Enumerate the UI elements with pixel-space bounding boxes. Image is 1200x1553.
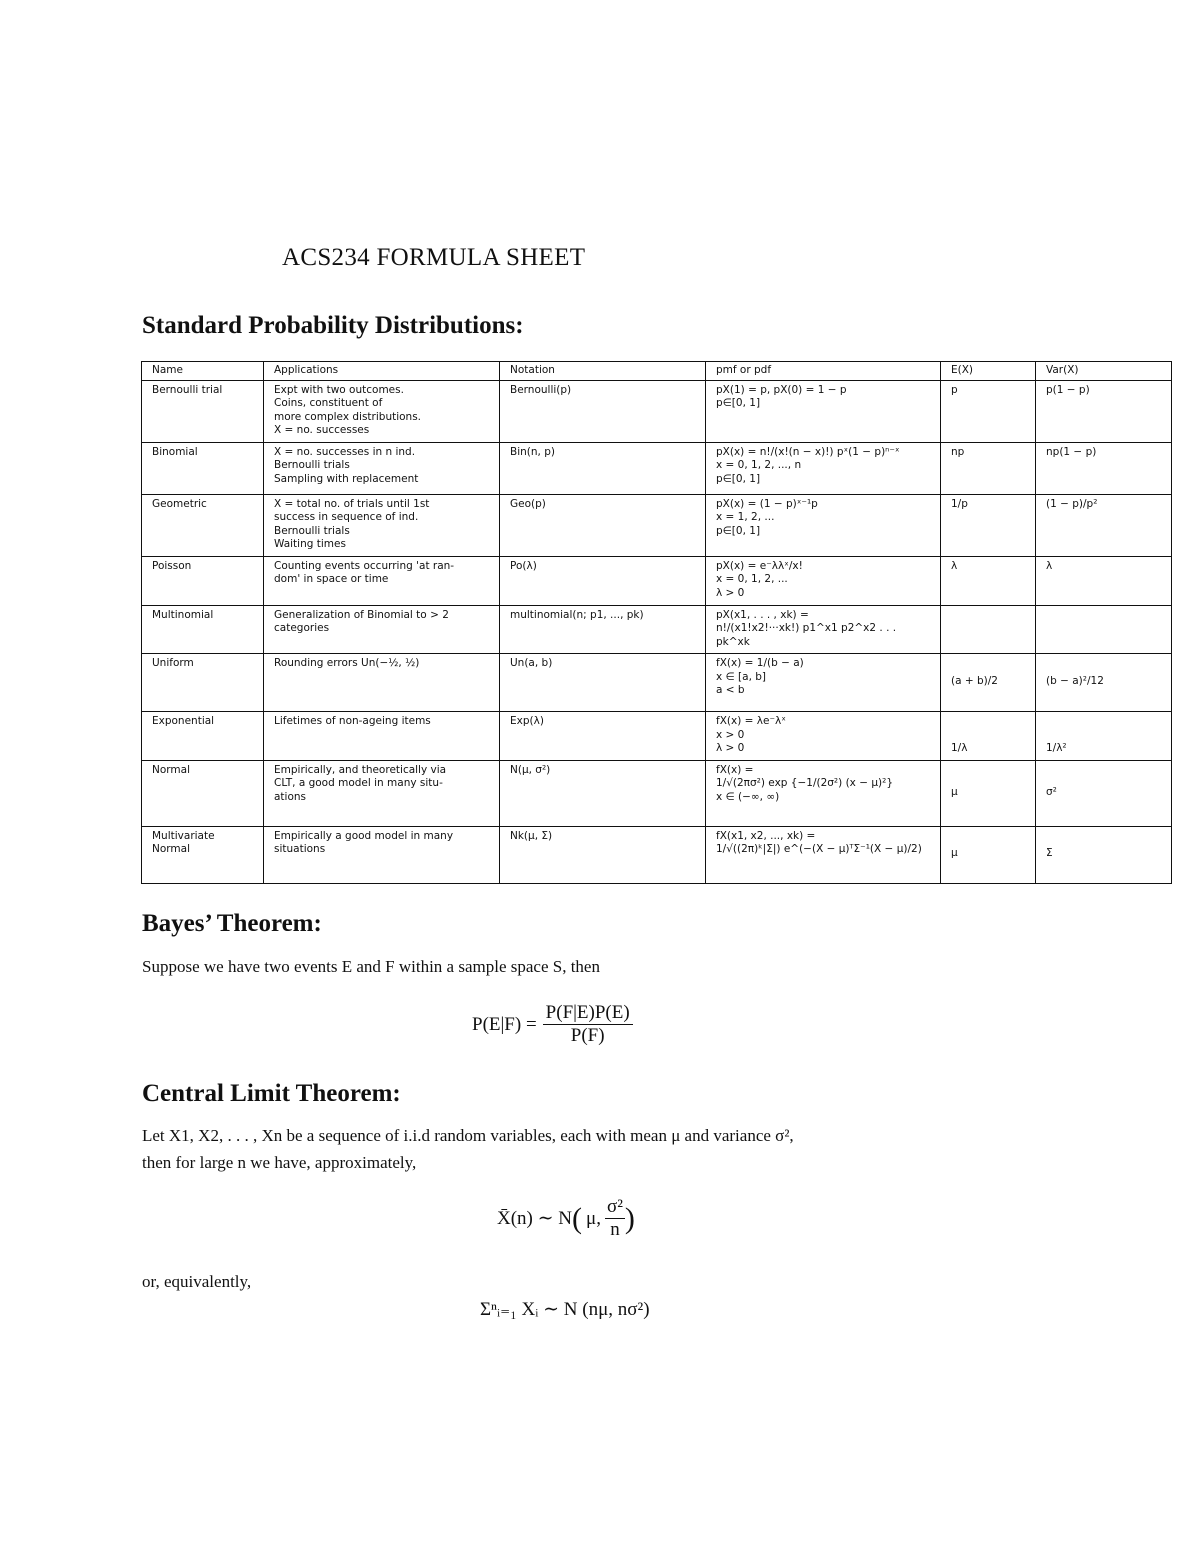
cell-variance: 1/λ² <box>1036 712 1172 761</box>
cell-name: Multinomial <box>142 605 264 654</box>
cell-name: Bernoulli trial <box>142 380 264 442</box>
page-title: ACS234 FORMULA SHEET <box>282 244 586 271</box>
cell-notation: Nk(μ, Σ) <box>500 826 706 883</box>
cell-pdf: fX(x) = λe⁻λˣ x > 0 λ > 0 <box>706 712 941 761</box>
cell-variance: λ <box>1036 556 1172 605</box>
cell-pdf: fX(x) = 1/(b − a) x ∈ [a, b] a < b <box>706 654 941 712</box>
left-paren: ( <box>572 1201 583 1235</box>
cell-expectation: 1/p <box>941 494 1036 556</box>
cell-pdf: pX(x) = e⁻λλˣ/x! x = 0, 1, 2, ... λ > 0 <box>706 556 941 605</box>
cell-expectation: λ <box>941 556 1036 605</box>
cell-expectation: (a + b)/2 <box>941 654 1036 712</box>
cell-notation: Un(a, b) <box>500 654 706 712</box>
clt-eq1-lhs: X̄(n) ∼ N <box>497 1208 573 1229</box>
cell-notation: Geo(p) <box>500 494 706 556</box>
cell-name: Exponential <box>142 712 264 761</box>
clt-equation-2: Σⁿᵢ₌₁ Xᵢ ∼ N (nμ, nσ²) <box>480 1299 650 1320</box>
cell-name: Uniform <box>142 654 264 712</box>
cell-applications: Expt with two outcomes. Coins, constituent of more complex distributions. X = no. successes <box>264 380 500 442</box>
clt-eq1-mu: μ, <box>586 1207 601 1229</box>
bayes-equation <box>472 1002 633 1047</box>
cell-notation: multinomial(n; p1, ..., pk) <box>500 605 706 654</box>
cell-name: Binomial <box>142 442 264 494</box>
cell-pdf: pX(x) = n!/(x!(n − x)!) pˣ(1 − p)ⁿ⁻ˣ x = 0, 1, 2, ..., n p∈[0, 1] <box>706 442 941 494</box>
cell-applications: Empirically, and theoretically via CLT, a good model in many situ- ations <box>264 760 500 826</box>
cell-notation: Bin(n, p) <box>500 442 706 494</box>
cell-applications: X = no. successes in n ind. Bernoulli trials Sampling with replacement <box>264 442 500 494</box>
cell-expectation: p <box>941 380 1036 442</box>
cell-applications: Counting events occurring 'at ran- dom' in space or time <box>264 556 500 605</box>
table-row <box>142 605 1172 654</box>
cell-name: Geometric <box>142 494 264 556</box>
cell-applications: X = total no. of trials until 1st success in sequence of ind. Bernoulli trials Waiting times <box>264 494 500 556</box>
table-row <box>142 826 1172 883</box>
cell-name: Multivariate Normal <box>142 826 264 883</box>
right-paren: ) <box>624 1201 635 1235</box>
table-row <box>142 760 1172 826</box>
bayes-numerator: P(F|E)P(E) <box>543 1002 633 1025</box>
distributions-heading: Standard Probability Distributions: <box>142 312 524 339</box>
column-header-applications: Applications <box>264 362 500 381</box>
cell-expectation: μ <box>941 760 1036 826</box>
column-header-notation: Notation <box>500 362 706 381</box>
cell-expectation: np <box>941 442 1036 494</box>
cell-notation: Po(λ) <box>500 556 706 605</box>
cell-name: Normal <box>142 760 264 826</box>
cell-notation: N(μ, σ²) <box>500 760 706 826</box>
clt-eq1-fraction <box>605 1196 625 1241</box>
cell-variance: (b − a)²/12 <box>1036 654 1172 712</box>
cell-variance: p(1 − p) <box>1036 380 1172 442</box>
clt-eq1-denominator: n <box>610 1219 620 1240</box>
cell-applications: Rounding errors Un(−½, ½) <box>264 654 500 712</box>
clt-line-2: then for large n we have, approximately, <box>142 1153 417 1172</box>
table-row <box>142 380 1172 442</box>
table-header-row <box>142 362 1172 381</box>
bayes-heading: Bayes’ Theorem: <box>142 910 322 937</box>
cell-variance: σ² <box>1036 760 1172 826</box>
cell-variance <box>1036 605 1172 654</box>
cell-notation: Exp(λ) <box>500 712 706 761</box>
column-header-expectation: E(X) <box>941 362 1036 381</box>
clt-line-1: Let X1, X2, . . . , Xn be a sequence of i.i.d random variables, each with mean μ and variance σ², <box>142 1126 794 1145</box>
column-header-name: Name <box>142 362 264 381</box>
cell-pdf: pX(x1, . . . , xk) = n!/(x1!x2!···xk!) p1^x1 p2^x2 . . . pk^xk <box>706 605 941 654</box>
cell-pdf: pX(1) = p, pX(0) = 1 − p p∈[0, 1] <box>706 380 941 442</box>
cell-notation: Bernoulli(p) <box>500 380 706 442</box>
bayes-denominator: P(F) <box>570 1025 605 1046</box>
cell-expectation <box>941 605 1036 654</box>
distributions-table <box>141 361 1172 884</box>
cell-pdf: fX(x) = 1/√(2πσ²) exp {−1/(2σ²) (x − μ)²} x ∈ (−∞, ∞) <box>706 760 941 826</box>
clt-eq1-numerator: σ² <box>606 1196 623 1217</box>
cell-pdf: fX(x1, x2, ..., xk) = 1/√((2π)ᵏ|Σ|) e^(−(X − μ)ᵀΣ⁻¹(X − μ)/2) <box>706 826 941 883</box>
cell-applications: Empirically a good model in many situations <box>264 826 500 883</box>
cell-expectation: μ <box>941 826 1036 883</box>
cell-applications: Lifetimes of non-ageing items <box>264 712 500 761</box>
table-row <box>142 712 1172 761</box>
cell-expectation: 1/λ <box>941 712 1036 761</box>
clt-or-text: or, equivalently, <box>142 1272 252 1291</box>
clt-heading: Central Limit Theorem: <box>142 1080 401 1107</box>
cell-variance: Σ <box>1036 826 1172 883</box>
column-header-variance: Var(X) <box>1036 362 1172 381</box>
cell-variance: np(1 − p) <box>1036 442 1172 494</box>
table-row <box>142 494 1172 556</box>
cell-variance: (1 − p)/p² <box>1036 494 1172 556</box>
bayes-text: Suppose we have two events E and F within a sample space S, then <box>142 957 600 976</box>
cell-applications: Generalization of Binomial to > 2 categories <box>264 605 500 654</box>
table-row <box>142 442 1172 494</box>
cell-pdf: pX(x) = (1 − p)ˣ⁻¹p x = 1, 2, ... p∈[0, 1] <box>706 494 941 556</box>
clt-equation-1 <box>497 1196 635 1241</box>
table-row <box>142 556 1172 605</box>
column-header-pdf: pmf or pdf <box>706 362 941 381</box>
cell-name: Poisson <box>142 556 264 605</box>
table-row <box>142 654 1172 712</box>
bayes-lhs: P(E|F) = <box>472 1013 537 1035</box>
bayes-fraction <box>543 1002 633 1047</box>
